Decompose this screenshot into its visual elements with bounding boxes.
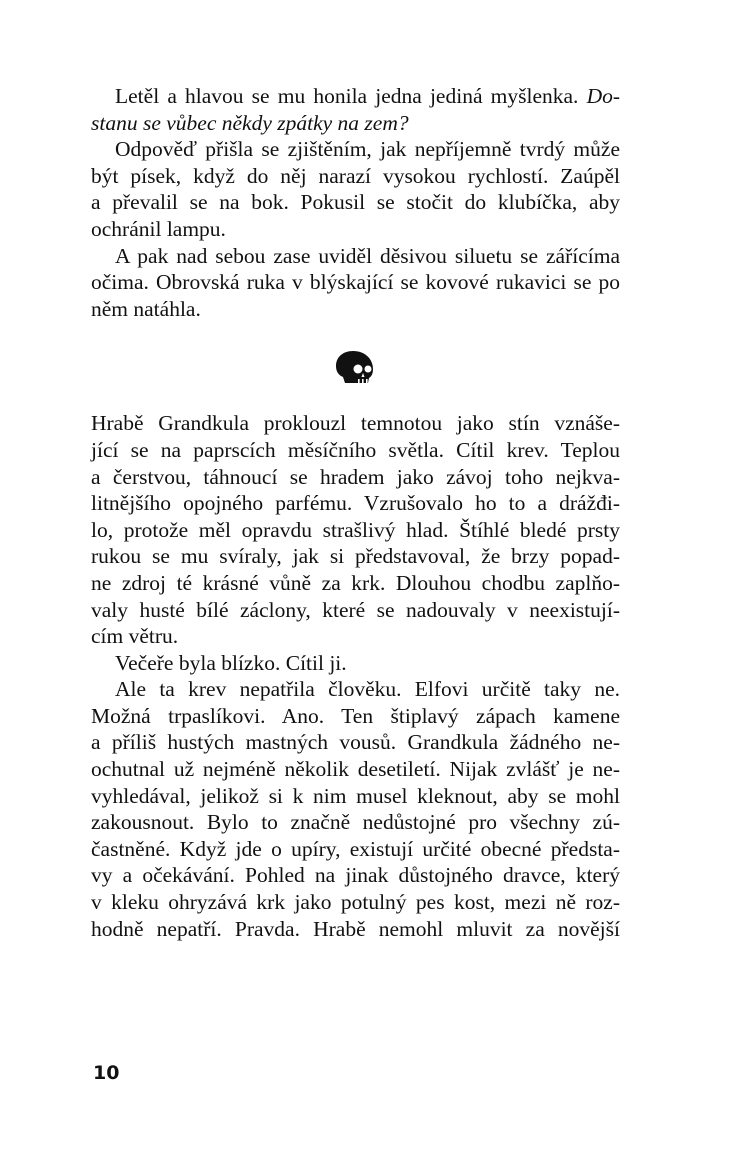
text-line: rukou se mu svíraly, jak si představoval, že brzy popad- — [91, 544, 620, 569]
text-line: cím větru. — [91, 624, 179, 649]
paragraph — [91, 83, 620, 136]
text-line-italic: stanu se vůbec někdy zpátky na zem? — [91, 110, 409, 135]
paragraph — [91, 676, 620, 942]
text-line: být písek, když do něj narazí vysokou rychlostí. Zaúpěl — [91, 163, 620, 188]
text-line: očima. Obrovská ruka v blýskající se kovové rukavici se po — [91, 270, 620, 295]
text-line: Ale ta krev nepatřila člověku. Elfovi určitě taky ne. — [115, 677, 620, 702]
text-line: v kleku ohryzává krk jako potulný pes kost, mezi ně roz- — [91, 890, 620, 915]
text-line: litnějšího opojného parfému. Vzrušovalo ho to a drážđi- — [91, 491, 620, 516]
paragraph — [91, 650, 620, 677]
book-page-text — [91, 83, 620, 942]
text-line: Možná trpaslíkovi. Ano. Ten štiplavý zápach kamene — [91, 703, 620, 728]
text-line: a převalil se na bok. Pokusil se stočit do klubíčka, aby — [91, 190, 620, 215]
text-line: valy husté bílé záclony, které se nadouvaly v neexistují- — [91, 597, 620, 622]
text-line: a příliš hustých mastných vousů. Grandkula žádného ne- — [91, 730, 620, 755]
text-line: Večeře byla blízko. Cítil ji. — [115, 650, 347, 675]
skull-icon — [334, 349, 374, 385]
text-line: a čerstvou, táhnoucí se hradem jako závoj toho nejkva- — [91, 464, 620, 489]
paragraph — [91, 410, 620, 649]
text-line: lo, protože měl opravdu strašlivý hlad. Štíhlé bledé prsty — [91, 517, 620, 542]
text-line: A pak nad sebou zase uviděl děsivou siluetu se zářícíma — [115, 243, 620, 268]
text-line: zakousnout. Bylo to značně nedůstojné pro všechny zú- — [91, 810, 620, 835]
text-line — [91, 110, 620, 137]
text-line-italic: Do- — [586, 84, 620, 108]
text-line: ochutnal už nejméně několik desetiletí. Nijak zvlášť je ne- — [91, 757, 620, 782]
text-line: Odpověď přišla se zjištěním, jak nepříjemně tvrdý může — [115, 137, 620, 162]
section-break — [91, 322, 620, 410]
text-line: vy a očekávání. Pohled na jinak důstojného dravce, který — [91, 863, 620, 888]
text-line: něm natáhla. — [91, 296, 201, 321]
page-number: 10 — [93, 1062, 120, 1084]
text-line: ochránil lampu. — [91, 216, 226, 241]
paragraph — [91, 136, 620, 242]
text-line: vyhledával, jelikož si k nim musel kleknout, aby se mohl — [91, 783, 620, 808]
text-line-roman: Letěl a hlavou se mu honila jedna jediná myšlenka. — [115, 84, 587, 108]
text-line: ne zdroj té krásné vůně za krk. Dlouhou chodbu zaplňo- — [91, 570, 620, 595]
text-line — [91, 83, 620, 110]
text-line: častněné. Když jde o upíry, existují určité obecné předsta- — [91, 836, 620, 861]
text-line: hodně nepatří. Pravda. Hrabě nemohl mluvit za novější — [91, 916, 620, 941]
text-line: Hrabě Grandkula proklouzl temnotou jako stín vznáše- — [91, 411, 620, 436]
paragraph — [91, 243, 620, 323]
text-line: jící se na paprscích měsíčního světla. Cítil krev. Teplou — [91, 437, 620, 462]
